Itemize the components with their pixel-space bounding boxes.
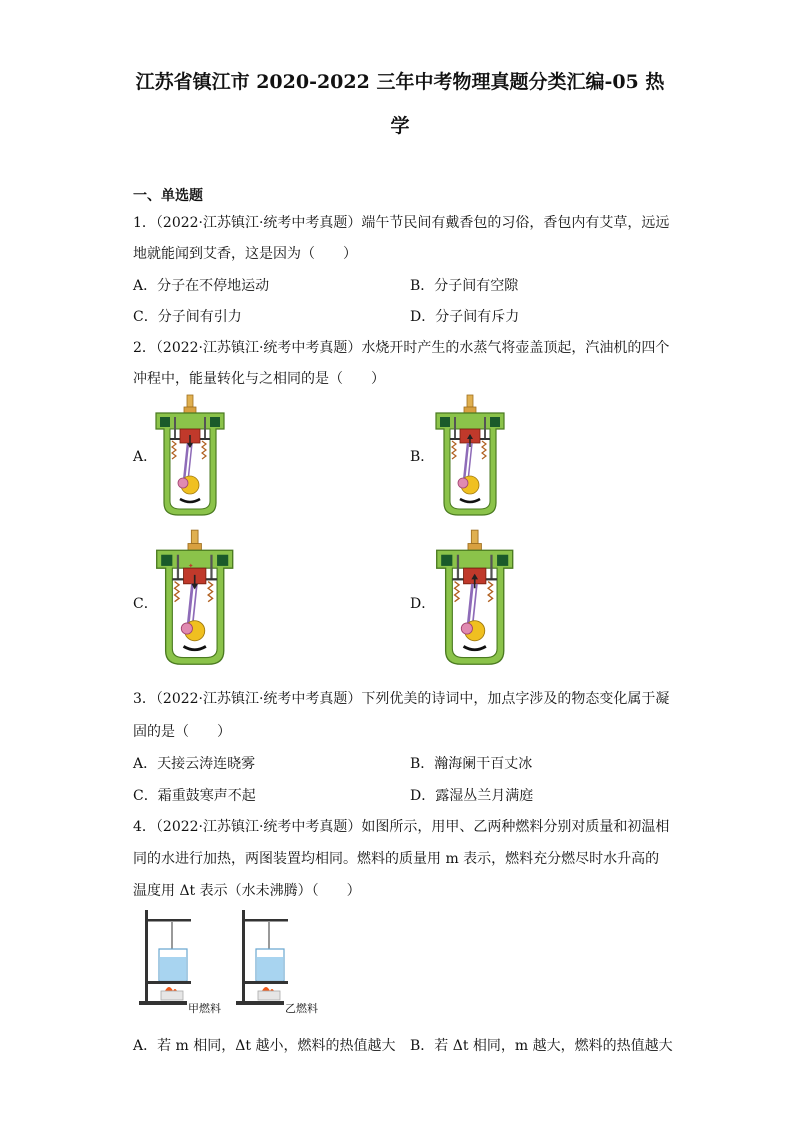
page-title-line2: 学 — [390, 115, 410, 137]
q4-stem-line3: 温度用 Δt 表示（水未沸腾）（ ） — [133, 883, 361, 899]
q4-option-b: B．若 Δt 相同，m 越大，燃料的热值越大 — [410, 1038, 673, 1054]
section-heading: 一、单选题 — [133, 188, 203, 204]
engine-diagram-c — [150, 530, 245, 670]
svg-text:✦: ✦ — [188, 562, 194, 571]
q4-option-a: A．若 m 相同，Δt 越小，燃料的热值越大 — [133, 1038, 396, 1054]
q1-option-b: B．分子间有空隙 — [410, 278, 519, 294]
q2-option-d-label: D． — [410, 596, 436, 612]
q2-option-b-label: B． — [410, 449, 435, 465]
q2-option-a-label: A． — [133, 449, 158, 465]
q3-option-d: D．露湿丛兰月满庭 — [410, 788, 534, 804]
q4-stem-line1: 4．（2022·江苏镇江·统考中考真题）如图所示，用甲、乙两种燃料分别对质量和初温相 — [133, 819, 670, 835]
engine-diagram-b — [430, 395, 515, 517]
q2-stem-line2: 冲程中，能量转化与之相同的是（ ） — [133, 371, 385, 387]
q3-stem-line1: 3．（2022·江苏镇江·统考中考真题）下列优美的诗词中，加点字涉及的物态变化属于凝 — [133, 691, 670, 707]
fuel-label-b: 乙燃料 — [285, 1002, 318, 1015]
q1-option-a: A．分子在不停地运动 — [133, 278, 270, 294]
q4-stem-line2: 同的水进行加热，两图装置均相同。燃料的质量用 m 表示，燃料充分燃尽时水升高的 — [133, 851, 660, 867]
engine-diagram-a — [150, 395, 235, 517]
q3-stem-line2: 固的是（ ） — [133, 724, 231, 740]
engine-diagram-d — [430, 530, 525, 670]
q1-stem-line1: 1．（2022·江苏镇江·统考中考真题）端午节民间有戴香包的习俗，香包内有艾草，远远 — [133, 215, 670, 231]
page-title-line1: 江苏省镇江市 2020-2022 三年中考物理真题分类汇编-05 热 — [135, 71, 665, 93]
q1-option-c: C．分子间有引力 — [133, 309, 242, 325]
q3-option-c: C．霜重鼓寒声不起 — [133, 788, 256, 804]
q1-option-d: D．分子间有斥力 — [410, 309, 520, 325]
fuel-label-a: 甲燃料 — [188, 1002, 221, 1015]
q2-stem-line1: 2．（2022·江苏镇江·统考中考真题）水烧开时产生的水蒸气将壶盖顶起，汽油机的四个 — [133, 340, 670, 356]
q3-option-b: B．瀚海阑干百丈冰 — [410, 756, 533, 772]
q2-option-c-label: C． — [133, 596, 158, 612]
q1-stem-line2: 地就能闻到艾香，这是因为（ ） — [133, 246, 357, 262]
q3-option-a: A．天接云涛连晓雾 — [133, 756, 256, 772]
